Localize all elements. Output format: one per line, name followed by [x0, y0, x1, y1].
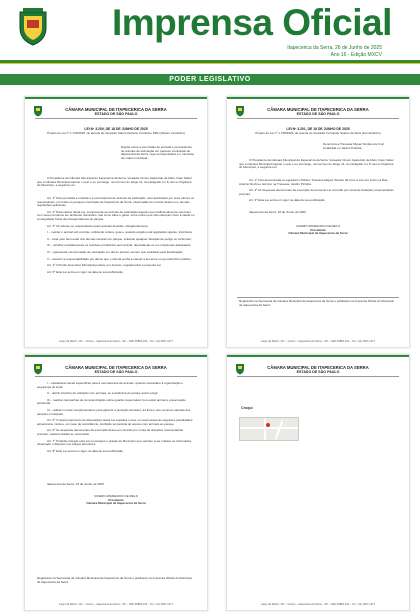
edition-date: Itapecerica da Serra, 26 de Junho de 2025: [287, 45, 382, 51]
chamber-name: CÂMARA MUNICIPAL DE ITAPECERICA DA SERRA: [267, 365, 369, 370]
heading-divider: [237, 118, 399, 119]
map-road: [275, 420, 284, 439]
masthead: [0, 0, 420, 74]
article: Art. 8º Esta Lei entra em vigor na data de sua publicação.: [47, 448, 124, 453]
signer-role: Presidente: [310, 227, 326, 232]
law-ementa: Dispõe sobre a permissão de entrada e permanência de animais de estimação em parques municipais de Itapecerica da Serra, rege as disposições e o interesse da ordem municipal.: [121, 145, 195, 160]
heading-divider: [35, 118, 197, 119]
article: IV – apresentar comprovação de vacinação em dia do animal, sempre que solicitado pela fiscalização;: [47, 249, 184, 254]
article: II – zelar pelo bem-estar dos demais usuários do parque, evitando qualquer situação de perigo ou incômodo;: [47, 236, 192, 241]
page-footer: Largo da Matriz, 147 – Centro – Itapecerica da Serra – SP – CEP 06850-100 – Tel.: (11) 4667-1277: [58, 603, 174, 606]
page-footer: Largo da Matriz, 147 – Centro – Itapecerica da Serra – SP – CEP 06850-100 – Tel.: (11) 4667-1277: [58, 340, 174, 343]
chamber-name: CÂMARA MUNICIPAL DE ITAPECERICA DA SERRA: [65, 107, 167, 112]
edition-info: [287, 45, 382, 59]
map-road: [240, 427, 298, 429]
signature-block: [239, 225, 397, 236]
article: I – estabelecer áreas específicas para a permanência de animais, quando necessário à organização e segurança do local;: [37, 381, 183, 389]
registration-note: Registrado na Secretaria da Câmara Municipal de Itapecerica da Serra e publicado na Imprensa Oficial do Município de Itapecerica da Serra.: [37, 576, 193, 584]
signer-name: CICERO APARECIDO DE MELO: [295, 224, 341, 228]
heading-divider: [35, 376, 197, 377]
municipal-crest-icon: [16, 6, 50, 46]
map-road: [264, 418, 266, 440]
header-accent-stripe: [0, 63, 420, 64]
registration-note: Registrado na Secretaria da Câmara Municipal de Itapecerica da Serra e publicado na Imprensa Oficial do Município de Itapecerica da Serra.: [239, 299, 395, 307]
note-divider: [237, 297, 399, 298]
article: Art. 3º Esta Lei entra em vigor na data de sua publicação.: [249, 198, 326, 203]
law-date: Itapecerica da Serra, 18 de Junho de 2025.: [47, 482, 105, 486]
map-pin-icon: [266, 423, 270, 427]
signer-name: CICERO APARECIDO DE MELO: [93, 494, 139, 498]
heading-divider: [237, 376, 399, 377]
article: Art. 2º Para efeitos desta Lei, compreende-se animais de estimação aqueles que tradicionalmente convivem com seres humanos em ambiente doméstico, tais como cães e gatos, entre outros que não ofereçam risco à saúde ou à integridade física dos frequentadores do parque.: [37, 209, 195, 221]
law-preamble: O Presidente da Câmara Municipal de Itapecerica da Serra, Vereador Cicero Aparecido de Melo, Faço Saber que a Câmara Municipal rejeitou o veto e eu promulgo, nos termos do artigo 41, do parágrafo 4 e 8, da Lei Orgânica do Município, a seguinte Lei:: [239, 158, 394, 170]
chamber-name: CÂMARA MUNICIPAL DE ITAPECERICA DA SERRA: [65, 365, 167, 370]
newspaper-title: Imprensa Oficial: [112, 2, 392, 43]
article: V – assumir a responsabilidade por danos que o animal venha a causar a terceiros ou ao patrimônio público.: [47, 256, 192, 261]
article: Art. 6º As despesas decorrentes da execução desta Lei correrão por conta de dotações orçamentárias próprias, suplementadas se necessário.: [37, 428, 184, 436]
article: Art. 4º O Poder Executivo Municipal poderá, por decreto, regulamentar a presente Lei.: [47, 263, 162, 268]
chamber-name: CÂMARA MUNICIPAL DE ITAPECERICA DA SERRA: [267, 107, 369, 112]
edition-number: Ano 16 - Edição MXCV: [330, 52, 382, 58]
map-label: Croqui: [241, 406, 253, 410]
article: II – definir horários de visitação com animais, se a dinâmica do parque assim exigir;: [47, 391, 159, 396]
article: IV – adotar normas complementares para garantir a proteção da fauna, da flora e dos recursos naturais dos parques municipais.: [37, 407, 191, 416]
chamber-state: ESTADO DE SÃO PAULO: [94, 370, 138, 374]
law-number: LEI Nº 3.201, DE 18 DE JUNHO DE 2025: [286, 127, 350, 131]
law-project: Projeto de Lei nº 1.733/2025, de autoria do Vereador Mauro Roberto Caroltrine Piffer (Mauro Caroltrine): [47, 131, 185, 135]
article: Art. 1º Fica denominada a Logradouro Público Travessa Miguel Simões da Cruz a via com início na Rua Antônio Rocha e término na Travessa, Jardim Pirituba.: [239, 178, 388, 186]
article: Art. 7º Poderão integrar esta Lei os parques e praças do Município que venham a ser criados ou reformados, observado o disposto nos artigos anteriores.: [37, 438, 193, 447]
chamber-state: ESTADO DE SÃO PAULO: [296, 370, 340, 374]
page-footer: Largo da Matriz, 147 – Centro – Itapecerica da Serra – SP – CEP 06850-100 – Tel.: (11) 4667-1277: [260, 603, 376, 606]
law-articles: [37, 382, 195, 456]
law-number: LEI Nº 3.200, DE 18 DE JUNHO DE 2025: [84, 127, 148, 131]
section-title: PODER LEGISLATIVO: [0, 74, 420, 85]
signer-org: Câmara Municipal de Itapecerica da Serra: [288, 231, 348, 236]
law-ementa: Denomina a Travessa Miguel Simões da Cruz localizada no Jardim Pirituba.: [323, 142, 385, 150]
page-top-bar: [25, 355, 207, 357]
article: Art. 3º Os tutores ou responsáveis pelos animais deverão, obrigatoriamente:: [47, 223, 149, 228]
article: Art. 5º Esta Lei entra em vigor na data de sua publicação.: [47, 269, 124, 274]
article: Art. 5º O descumprimento às disposições desta Lei sujeitará o tutor ou responsável às seguintes penalidades: advertência, multa e, em caso de reincidência, proibição temporária de acesso com animais ao parque.: [37, 418, 194, 426]
signature-block: [37, 495, 195, 506]
law-date: Itapecerica da Serra, 18 de Junho de 2025.: [249, 210, 307, 214]
page-top-bar: [25, 97, 207, 99]
document-page-2: [226, 96, 410, 348]
law-project: Projeto de Lei nº 1.738/2025, de autoria do Vereador Fernando Soares da Silva (Fernandinho): [255, 131, 381, 135]
page-top-bar: [227, 97, 409, 99]
law-preamble: O Presidente da Câmara Municipal de Itapecerica da Serra, Vereador Cicero Aparecido de Melo, Faço Saber que a Câmara Municipal rejeitou o veto e eu promulgo, nos termos do artigo 41, do parágrafo 4 e 8, da Lei Orgânica do Município, a seguinte Lei:: [37, 176, 192, 188]
law-articles: [37, 197, 195, 277]
article: III – realizar campanhas de conscientização sobre guarda responsável, bem-estar animal e preservação ambiental;: [37, 397, 186, 406]
chamber-state: ESTADO DE SÃO PAULO: [94, 112, 138, 116]
signer-role: Presidente: [108, 497, 124, 502]
article: Art. 2º As despesas decorrentes da execução da presente Lei correrão por conta de dotações orçamentárias próprias.: [239, 188, 394, 196]
law-articles: [239, 179, 397, 206]
document-page-4: [226, 354, 410, 611]
article: III – recolher imediatamente os resíduos produzidos pelo animal, depositando-os em recipientes adequados;: [47, 243, 192, 248]
document-page-1: [24, 96, 208, 348]
page-footer: Largo da Matriz, 147 – Centro – Itapecerica da Serra – SP – CEP 06850-100 – Tel.: (11) 4667-1277: [260, 340, 376, 343]
signer-org: Câmara Municipal de Itapecerica da Serra: [86, 501, 146, 506]
article: I – manter o animal sob controle, utilizando coleira, guia e, quando exigido pela legislação vigente, focinheira;: [47, 230, 193, 235]
chamber-state: ESTADO DE SÃO PAULO: [296, 112, 340, 116]
page-top-bar: [227, 355, 409, 357]
article: Art. 1º Fica permitida a entrada e a permanência de animais de estimação, acompanhados por seus tutores ou responsáveis, em todos os parques municipais de Itapecerica da Serra, observadas as normas desta Lei e demais regulações aplicáveis.: [37, 196, 195, 208]
location-map: [239, 417, 299, 441]
document-page-3: [24, 354, 208, 611]
